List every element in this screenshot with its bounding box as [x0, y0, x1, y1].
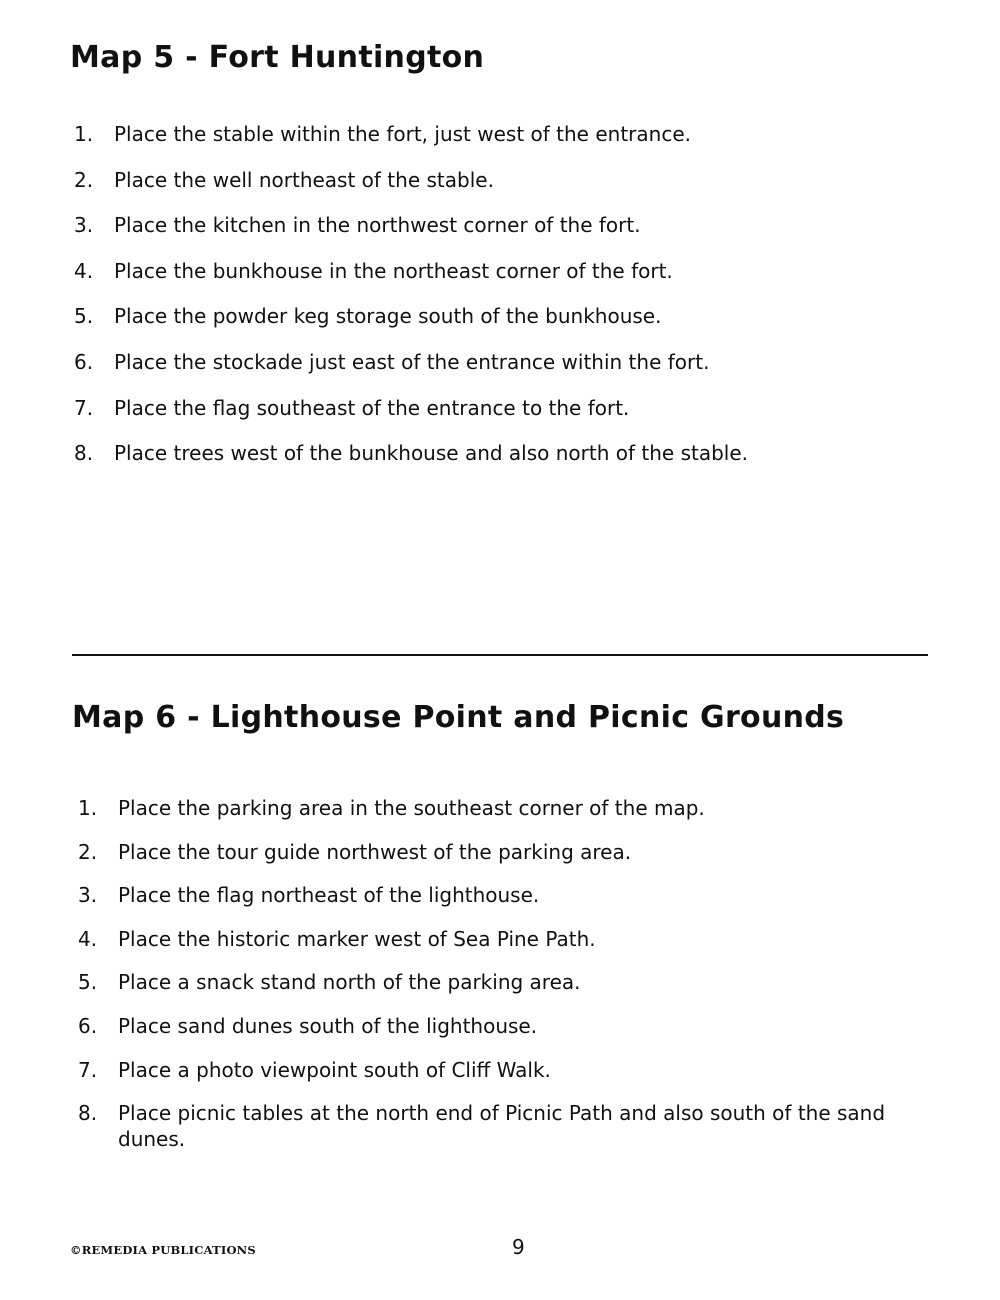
item-number: 3. [78, 883, 98, 908]
item-text: Place the flag northeast of the lighthouse. [118, 883, 540, 908]
list-item [78, 795, 948, 839]
item-number: 7. [78, 1057, 98, 1082]
item-text: Place the tour guide northwest of the parking area. [118, 839, 632, 864]
item-text: Place a photo viewpoint south of Cliff Walk. [118, 1057, 551, 1082]
item-text: Place the well northeast of the stable. [114, 167, 494, 192]
list-item [78, 1100, 948, 1152]
list-item [74, 349, 954, 395]
list-item [74, 395, 954, 441]
item-number: 2. [74, 167, 94, 192]
item-number: 5. [74, 304, 94, 329]
list-item [78, 882, 948, 926]
list-item [74, 303, 954, 349]
page-number: 9 [512, 1235, 525, 1259]
item-number: 3. [74, 213, 94, 238]
map6-title: Map 6 - Lighthouse Point and Picnic Grounds [72, 700, 845, 735]
item-text: Place a snack stand north of the parking area. [118, 970, 581, 995]
item-number: 4. [74, 258, 94, 283]
map5-instruction-list [74, 121, 954, 486]
item-number: 1. [74, 122, 94, 146]
item-number: 8. [78, 1101, 98, 1126]
map6-instruction-list [78, 795, 948, 1152]
item-number: 2. [78, 839, 98, 864]
item-number: 4. [78, 926, 98, 951]
item-text: Place the parking area in the southeast corner of the map. [118, 796, 705, 820]
list-item [78, 1057, 948, 1101]
list-item [78, 969, 948, 1013]
item-number: 1. [78, 796, 98, 820]
list-item [74, 167, 954, 213]
section-divider [72, 654, 928, 656]
item-number: 5. [78, 970, 98, 995]
item-text: Place sand dunes south of the lighthouse. [118, 1013, 538, 1038]
item-text: Place picnic tables at the north end of Picnic Path and also south of the sand dunes. [118, 1101, 886, 1152]
copyright-notice: ©REMEDIA PUBLICATIONS [70, 1243, 256, 1257]
item-text: Place the stable within the fort, just west of the entrance. [114, 122, 691, 146]
map5-title: Map 5 - Fort Huntington [70, 40, 485, 75]
item-text: Place the historic marker west of Sea Pine Path. [118, 926, 596, 951]
list-item [74, 212, 954, 258]
item-text: Place the flag southeast of the entrance to the fort. [114, 395, 630, 420]
list-item [74, 258, 954, 304]
item-text: Place the bunkhouse in the northeast corner of the fort. [114, 258, 673, 283]
list-item [74, 440, 954, 486]
item-text: Place the powder keg storage south of the bunkhouse. [114, 304, 662, 329]
item-number: 6. [74, 349, 94, 374]
list-item [78, 926, 948, 970]
item-text: Place the stockade just east of the entrance within the fort. [114, 349, 710, 374]
item-number: 8. [74, 441, 94, 466]
item-text: Place the kitchen in the northwest corner of the fort. [114, 213, 641, 238]
item-text: Place trees west of the bunkhouse and also north of the stable. [114, 441, 749, 466]
list-item [74, 121, 954, 167]
list-item [78, 839, 948, 883]
list-item [78, 1013, 948, 1057]
item-number: 6. [78, 1013, 98, 1038]
item-number: 7. [74, 395, 94, 420]
